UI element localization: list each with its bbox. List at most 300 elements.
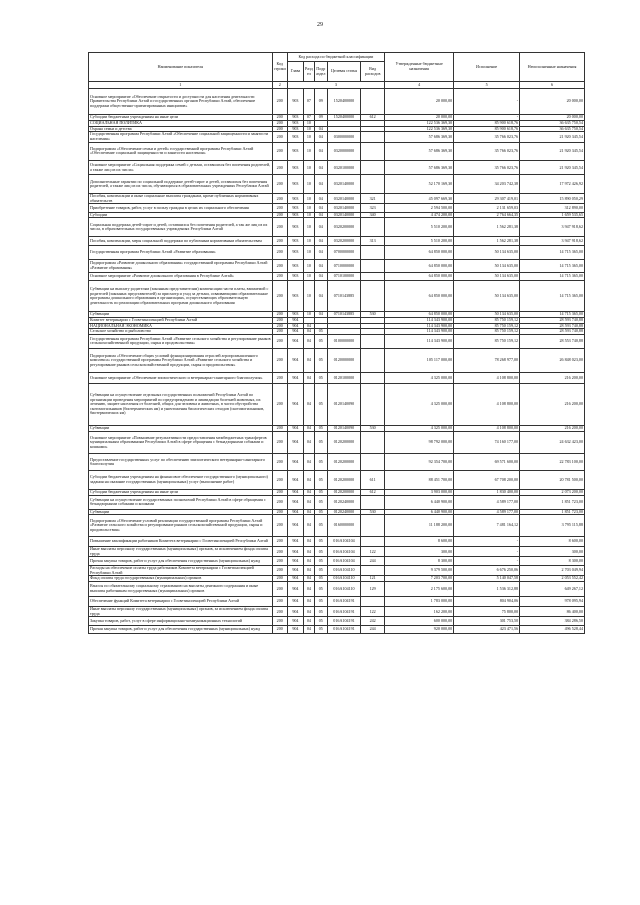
row-podrazdel: 05 bbox=[314, 607, 327, 617]
row-unexecuted: 14 715 365,00 bbox=[520, 281, 585, 312]
row-approved: 52 170 169,30 bbox=[385, 175, 454, 194]
row-vid bbox=[361, 281, 385, 312]
row-approved: 7 203 700,00 bbox=[385, 576, 454, 582]
row-name: СОЦИАЛЬНАЯ ПОЛИТИКА bbox=[89, 120, 273, 126]
row-glava: 903 bbox=[287, 194, 303, 204]
row-vid bbox=[361, 565, 385, 575]
row-unexecuted: 14 715 365,00 bbox=[520, 312, 585, 318]
table-row bbox=[89, 536, 585, 546]
row-vid bbox=[361, 431, 385, 454]
row-code: 200 bbox=[272, 89, 287, 115]
row-name: Субвенции bbox=[89, 509, 273, 515]
table-row bbox=[89, 259, 585, 272]
row-executed: 69 571 600,00 bbox=[454, 454, 520, 471]
row-glava: 904 bbox=[287, 318, 303, 324]
header-num-6: 6 bbox=[520, 82, 585, 89]
table-row bbox=[89, 471, 585, 490]
row-podrazdel: 05 bbox=[314, 349, 327, 373]
row-unexecuted: 36 635 750,54 bbox=[520, 126, 585, 132]
row-name: НАЦИОНАЛЬНАЯ ЭКОНОМИКА bbox=[89, 323, 273, 329]
row-vid bbox=[361, 175, 385, 194]
row-unexecuted: 26 848 023,00 bbox=[520, 349, 585, 373]
table-row bbox=[89, 237, 585, 245]
budget-table bbox=[88, 52, 585, 634]
row-podrazdel: 05 bbox=[314, 536, 327, 546]
row-unexecuted: 312 890,00 bbox=[520, 204, 585, 212]
row-vid bbox=[361, 373, 385, 383]
row-vid: 242 bbox=[361, 617, 385, 625]
row-code: 200 bbox=[272, 581, 287, 596]
row-razdel: 10 bbox=[304, 175, 315, 194]
row-code: 200 bbox=[272, 489, 287, 495]
row-tsel: 0120200000 bbox=[327, 431, 360, 454]
header-num-3: 3 bbox=[287, 82, 384, 89]
row-tsel: 016А104104 bbox=[327, 536, 360, 546]
row-razdel: 04 bbox=[304, 576, 315, 582]
row-approved: 4 325 000,00 bbox=[385, 373, 454, 383]
row-podrazdel: 04 bbox=[314, 237, 327, 245]
row-name: Субвенции bbox=[89, 312, 273, 318]
row-unexecuted: 384 286,50 bbox=[520, 617, 585, 625]
row-razdel: 04 bbox=[304, 495, 315, 509]
row-glava: 904 bbox=[287, 495, 303, 509]
table-row bbox=[89, 142, 585, 161]
row-unexecuted: 1 851 723,00 bbox=[520, 509, 585, 515]
row-executed: 75 800,00 bbox=[454, 607, 520, 617]
row-executed: 50 134 635,00 bbox=[454, 245, 520, 259]
row-tsel: 0100000000 bbox=[327, 334, 360, 348]
table-row bbox=[89, 515, 585, 537]
table-row bbox=[89, 245, 585, 259]
row-glava: 903 bbox=[287, 115, 303, 121]
row-approved: 64 850 000,00 bbox=[385, 259, 454, 272]
row-unexecuted: 21 920 345,54 bbox=[520, 142, 585, 161]
table-row bbox=[89, 383, 585, 425]
row-code: 200 bbox=[272, 204, 287, 212]
row-approved: 4 474 200,00 bbox=[385, 212, 454, 218]
row-approved: 1 783 000,00 bbox=[385, 596, 454, 606]
row-code: 200 bbox=[272, 329, 287, 335]
row-vid: 122 bbox=[361, 547, 385, 557]
row-unexecuted: 21 920 345,54 bbox=[520, 161, 585, 175]
header-glava: Глава bbox=[287, 62, 303, 82]
row-name: Подпрограмма «Обеспечение семьи и детей» государственной программы Республики Алтай «Обеспечение социальной защищенности и занятости населения» bbox=[89, 142, 273, 161]
row-code: 200 bbox=[272, 509, 287, 515]
row-executed: 35 766 023,76 bbox=[454, 142, 520, 161]
row-unexecuted: 14 715 365,00 bbox=[520, 245, 585, 259]
row-executed: 74 160 177,00 bbox=[454, 431, 520, 454]
row-code: 200 bbox=[272, 547, 287, 557]
row-glava: 903 bbox=[287, 126, 303, 132]
row-vid bbox=[361, 89, 385, 115]
row-executed: 1 536 312,88 bbox=[454, 581, 520, 596]
row-vid: 244 bbox=[361, 557, 385, 565]
row-executed: - bbox=[454, 547, 520, 557]
row-executed: 85 900 618,76 bbox=[454, 120, 520, 126]
table-row bbox=[89, 89, 585, 115]
row-tsel: 0320200000 bbox=[327, 237, 360, 245]
row-code: 200 bbox=[272, 625, 287, 633]
row-name: Повышение квалификации работников Комитета ветеринарии с Госветинспекцией Республики Алтай bbox=[89, 536, 273, 546]
row-code: 200 bbox=[272, 259, 287, 272]
row-unexecuted: 8 600,00 bbox=[520, 536, 585, 546]
header-code-line: Код строки bbox=[272, 53, 287, 82]
row-code: 200 bbox=[272, 383, 287, 425]
row-unexecuted: 20 781 500,00 bbox=[520, 471, 585, 490]
row-vid: 340 bbox=[361, 212, 385, 218]
row-glava: 904 bbox=[287, 617, 303, 625]
row-vid: 313 bbox=[361, 237, 385, 245]
row-unexecuted: 3 795 115,88 bbox=[520, 515, 585, 537]
row-code: 200 bbox=[272, 115, 287, 121]
row-unexecuted: 17 972 426,92 bbox=[520, 175, 585, 194]
row-name: Социальная поддержка детей-сирот и детей, оставшихся без попечения родителей, а так же лиц из их числа, в образовательных государственных учреждениях Республики Алтай bbox=[89, 218, 273, 237]
row-name: Дополнительные гарантии по социальной поддержке детей-сирот и детей, оставшихся без попечения родителей, а также лиц из их числа, обучающихся в образовательных учреждениях Республики Алтай bbox=[89, 175, 273, 194]
row-glava: 904 bbox=[287, 373, 303, 383]
row-podrazdel: 05 bbox=[314, 489, 327, 495]
row-code: 200 bbox=[272, 237, 287, 245]
row-unexecuted: 24 632 423,00 bbox=[520, 431, 585, 454]
row-code: 200 bbox=[272, 617, 287, 625]
row-approved: 114 343 900,00 bbox=[385, 334, 454, 348]
row-podrazdel: 05 bbox=[314, 509, 327, 515]
row-approved: 92 354 700,00 bbox=[385, 454, 454, 471]
page-number: 29 bbox=[317, 22, 323, 28]
row-code: 200 bbox=[272, 495, 287, 509]
row-executed: 4 108 800,00 bbox=[454, 426, 520, 432]
row-tsel: 1520400000 bbox=[327, 89, 360, 115]
row-glava: 904 bbox=[287, 576, 303, 582]
row-tsel: 0120200000 bbox=[327, 489, 360, 495]
row-approved: 2 175 600,00 bbox=[385, 581, 454, 596]
row-unexecuted: 2 073 200,00 bbox=[520, 489, 585, 495]
row-unexecuted: 2 053 552,42 bbox=[520, 576, 585, 582]
row-approved: 98 792 000,00 bbox=[385, 431, 454, 454]
row-podrazdel: 04 bbox=[314, 218, 327, 237]
row-podrazdel: 04 bbox=[314, 142, 327, 161]
row-razdel: 04 bbox=[304, 489, 315, 495]
row-razdel: 04 bbox=[304, 329, 315, 335]
row-podrazdel: 05 bbox=[314, 454, 327, 471]
row-name: Иные выплаты персоналу государственных (муниципальных) органов, за исключением фонда оплаты труда bbox=[89, 607, 273, 617]
row-glava: 904 bbox=[287, 323, 303, 329]
row-tsel: 0700000000 bbox=[327, 245, 360, 259]
row-razdel: 04 bbox=[304, 454, 315, 471]
row-tsel: 016А104191 bbox=[327, 607, 360, 617]
row-code: 200 bbox=[272, 565, 287, 575]
row-name: Расходы на обеспечение оплаты труда работников Комитета ветеринарии с Госветинспекцией Республики Алтай bbox=[89, 565, 273, 575]
row-name: Основное мероприятие «Развитие дошкольного образования в Республике Алтай» bbox=[89, 272, 273, 280]
row-name: Основное мероприятие «Социальная поддержка семей с детьми, оставшихся без попечения родителей, а также лиц из их числа» bbox=[89, 161, 273, 175]
row-razdel: 04 bbox=[304, 536, 315, 546]
row-approved: 114 343 900,00 bbox=[385, 318, 454, 324]
row-name: Комитет ветеринарии с Госветинспекцией Республики Алтай bbox=[89, 318, 273, 324]
row-vid bbox=[361, 259, 385, 272]
row-executed: 35 766 023,76 bbox=[454, 132, 520, 142]
row-podrazdel: 05 bbox=[314, 334, 327, 348]
row-glava: 904 bbox=[287, 329, 303, 335]
table-row bbox=[89, 557, 585, 565]
row-executed: 1 830 400,00 bbox=[454, 489, 520, 495]
row-razdel: 04 bbox=[304, 607, 315, 617]
row-tsel: 0160000000 bbox=[327, 515, 360, 537]
row-razdel: 04 bbox=[304, 625, 315, 633]
row-glava: 904 bbox=[287, 625, 303, 633]
row-tsel: 0120200000 bbox=[327, 471, 360, 490]
row-name: Подпрограмма «Развитие дошкольного образования» государственной программы Республики Алтай «Развитие образования» bbox=[89, 259, 273, 272]
row-name: Прочая закупка товаров, работ и услуг для обеспечения государственных (муниципальных) нужд bbox=[89, 625, 273, 633]
row-vid bbox=[361, 272, 385, 280]
row-tsel: 0120140090 bbox=[327, 383, 360, 425]
row-glava: 903 bbox=[287, 120, 303, 126]
row-tsel: 016А104110 bbox=[327, 565, 360, 575]
row-unexecuted: 28 553 740,88 bbox=[520, 334, 585, 348]
row-approved: 114 343 900,00 bbox=[385, 323, 454, 329]
row-code: 200 bbox=[272, 126, 287, 132]
row-executed: 804 904,06 bbox=[454, 596, 520, 606]
row-code: 200 bbox=[272, 132, 287, 142]
row-approved: 57 686 369,30 bbox=[385, 132, 454, 142]
header-razdel: Раздел bbox=[304, 62, 315, 82]
row-approved: 3 903 000,00 bbox=[385, 489, 454, 495]
row-executed: - bbox=[454, 115, 520, 121]
row-razdel: 04 bbox=[304, 557, 315, 565]
row-executed: 35 766 023,76 bbox=[454, 161, 520, 175]
row-executed: 50 134 635,00 bbox=[454, 312, 520, 318]
table-row bbox=[89, 547, 585, 557]
row-vid bbox=[361, 349, 385, 373]
row-vid: 321 bbox=[361, 194, 385, 204]
row-razdel: 10 bbox=[304, 142, 315, 161]
row-razdel: 04 bbox=[304, 431, 315, 454]
row-glava: 903 bbox=[287, 212, 303, 218]
header-num-2: 2 bbox=[272, 82, 287, 89]
row-razdel: 10 bbox=[304, 194, 315, 204]
row-code: 200 bbox=[272, 426, 287, 432]
row-glava: 904 bbox=[287, 509, 303, 515]
row-razdel: 10 bbox=[304, 204, 315, 212]
row-glava: 904 bbox=[287, 607, 303, 617]
row-executed: - bbox=[454, 89, 520, 115]
row-unexecuted: 15 890 050,29 bbox=[520, 194, 585, 204]
row-vid: 323 bbox=[361, 204, 385, 212]
row-name: Подпрограмма «Обеспечение условий реализации государственной программы Республики Алтай «Развитие сельского хозяйства и регулирование рынков сельскохозяйственной продукции, сырья и продовольствия» bbox=[89, 515, 273, 537]
row-glava: 903 bbox=[287, 312, 303, 318]
header-executed: Исполнение bbox=[454, 53, 520, 82]
row-tsel: 016А104110 bbox=[327, 581, 360, 596]
header-vid: Вид расходов bbox=[361, 62, 385, 82]
row-code: 200 bbox=[272, 194, 287, 204]
row-executed: 67 708 200,00 bbox=[454, 471, 520, 490]
row-razdel: 04 bbox=[304, 373, 315, 383]
row-approved: 105 117 000,00 bbox=[385, 349, 454, 373]
row-tsel: 016А104110 bbox=[327, 576, 360, 582]
row-executed: 1 562 281,38 bbox=[454, 218, 520, 237]
table-row bbox=[89, 495, 585, 509]
header-unexecuted: Неисполненные назначения bbox=[520, 53, 585, 82]
row-unexecuted: 20 000,00 bbox=[520, 115, 585, 121]
row-glava: 903 bbox=[287, 259, 303, 272]
row-glava: 904 bbox=[287, 581, 303, 596]
header-podrazdel: Подраздел bbox=[314, 62, 327, 82]
row-podrazdel: 04 bbox=[314, 272, 327, 280]
row-name: Охрана семьи и детства bbox=[89, 126, 273, 132]
row-razdel: 10 bbox=[304, 212, 315, 218]
row-vid: 530 bbox=[361, 509, 385, 515]
row-vid: 611 bbox=[361, 471, 385, 490]
row-tsel: 0320140000 bbox=[327, 175, 360, 194]
row-unexecuted: 649 267,12 bbox=[520, 581, 585, 596]
row-code: 200 bbox=[272, 120, 287, 126]
table-row bbox=[89, 194, 585, 204]
table-body bbox=[89, 89, 585, 634]
row-approved: 64 850 000,00 bbox=[385, 281, 454, 312]
row-vid bbox=[361, 161, 385, 175]
row-executed: 2 131 659,03 bbox=[454, 204, 520, 212]
row-razdel: 10 bbox=[304, 312, 315, 318]
row-executed: 1 562 281,38 bbox=[454, 237, 520, 245]
row-unexecuted: 21 920 345,54 bbox=[520, 132, 585, 142]
row-code: 200 bbox=[272, 557, 287, 565]
row-tsel: 016А104104 bbox=[327, 547, 360, 557]
row-tsel: 0320140000 bbox=[327, 204, 360, 212]
row-unexecuted: 496 528,44 bbox=[520, 625, 585, 633]
row-unexecuted: 216 200,00 bbox=[520, 373, 585, 383]
row-executed: 2 764 664,35 bbox=[454, 212, 520, 218]
row-podrazdel: 04 bbox=[314, 259, 327, 272]
table-row bbox=[89, 349, 585, 373]
row-razdel: 04 bbox=[304, 383, 315, 425]
row-razdel: 04 bbox=[304, 349, 315, 373]
row-podrazdel: 04 bbox=[314, 312, 327, 318]
row-unexecuted: 22 783 100,00 bbox=[520, 454, 585, 471]
row-approved: 162 200,00 bbox=[385, 607, 454, 617]
row-glava: 904 bbox=[287, 515, 303, 537]
row-glava: 903 bbox=[287, 281, 303, 312]
row-unexecuted: 28 593 740,88 bbox=[520, 329, 585, 335]
row-podrazdel: 04 bbox=[314, 281, 327, 312]
table-row bbox=[89, 489, 585, 495]
row-vid: 612 bbox=[361, 489, 385, 495]
row-executed: 6 676 250,06 bbox=[454, 565, 520, 575]
row-approved: 6 440 900,00 bbox=[385, 509, 454, 515]
row-name: Государственная программа Республики Алтай «Обеспечение социальной защищенности и занятости населения» bbox=[89, 132, 273, 142]
table-row bbox=[89, 161, 585, 175]
row-podrazdel: 05 bbox=[314, 565, 327, 575]
row-approved: 4 325 000,00 bbox=[385, 426, 454, 432]
row-approved: 6 440 900,00 bbox=[385, 495, 454, 509]
row-podrazdel: 05 bbox=[314, 625, 327, 633]
row-vid bbox=[361, 596, 385, 606]
row-approved: 920 000,00 bbox=[385, 625, 454, 633]
row-code: 200 bbox=[272, 312, 287, 318]
row-name: Иные выплаты персоналу государственных (муниципальных) органов, за исключением фонда оплаты труда bbox=[89, 547, 273, 557]
row-unexecuted: 2 703 049,94 bbox=[520, 565, 585, 575]
row-code: 200 bbox=[272, 536, 287, 546]
row-unexecuted: 8 300,00 bbox=[520, 557, 585, 565]
row-podrazdel: 05 bbox=[314, 515, 327, 537]
row-glava: 903 bbox=[287, 272, 303, 280]
row-razdel: 04 bbox=[304, 471, 315, 490]
row-approved: 88 451 700,00 bbox=[385, 471, 454, 490]
table-row bbox=[89, 576, 585, 582]
row-tsel: 0120000000 bbox=[327, 349, 360, 373]
row-glava: 903 bbox=[287, 161, 303, 175]
row-glava: 903 bbox=[287, 237, 303, 245]
row-glava: 903 bbox=[287, 89, 303, 115]
row-code: 200 bbox=[272, 272, 287, 280]
row-tsel: 0710000000 bbox=[327, 259, 360, 272]
row-podrazdel: 04 bbox=[314, 161, 327, 175]
row-razdel: 10 bbox=[304, 259, 315, 272]
row-tsel: 0300000000 bbox=[327, 132, 360, 142]
row-approved: 57 686 369,30 bbox=[385, 161, 454, 175]
row-code: 200 bbox=[272, 142, 287, 161]
table-row bbox=[89, 625, 585, 633]
row-unexecuted: 86 400,00 bbox=[520, 607, 585, 617]
row-approved: 2 594 500,00 bbox=[385, 204, 454, 212]
row-podrazdel: 04 bbox=[314, 204, 327, 212]
row-razdel: 10 bbox=[304, 126, 315, 132]
row-tsel: 0320100000 bbox=[327, 161, 360, 175]
row-code: 200 bbox=[272, 212, 287, 218]
row-name: Закупка товаров, работ, услуг в сфере информационно-коммуникационных технологий bbox=[89, 617, 273, 625]
row-unexecuted: 1 851 723,00 bbox=[520, 495, 585, 509]
row-vid bbox=[361, 515, 385, 537]
row-name: Пособия, компенсации, меры социальной поддержки по публичным нормативным обязательствам bbox=[89, 237, 273, 245]
row-code: 200 bbox=[272, 245, 287, 259]
row-razdel: 10 bbox=[304, 237, 315, 245]
row-executed: 301 753,50 bbox=[454, 617, 520, 625]
row-razdel: 10 bbox=[304, 120, 315, 126]
row-unexecuted: 36 635 750,54 bbox=[520, 120, 585, 126]
header-num-5: 5 bbox=[454, 82, 520, 89]
row-podrazdel: 04 bbox=[314, 132, 327, 142]
table-row bbox=[89, 373, 585, 383]
row-name: Субсидии бюджетным учреждениям на иные цели bbox=[89, 115, 273, 121]
row-unexecuted: 216 200,00 bbox=[520, 383, 585, 425]
row-code: 200 bbox=[272, 323, 287, 329]
row-name: Субвенции на осуществление отдельных государственных полномочий Республики Алтай по организации проведения мероприятий по предупреждению и ликвидации болезней животных, их лечению, защите населения от болезней, общих для человека и животных, в части обустройства скотомогильников (биотермических ям) и уничтожения биологических отходов (скотомогильников, биотермических ям) bbox=[89, 383, 273, 425]
header-code-group: Код расхода по бюджетной классификации bbox=[287, 53, 384, 62]
row-glava: 904 bbox=[287, 383, 303, 425]
row-name: Подпрограмма «Обеспечение общих условий функционирования отраслей агропромышленного комплекса» государственной программы Республики Алтай «Развитие сельского хозяйства и регулирование рынков сельскохозяйственной продукции, сырья и продовольствия» bbox=[89, 349, 273, 373]
row-razdel: 04 bbox=[304, 581, 315, 596]
row-tsel: 0120240000 bbox=[327, 495, 360, 509]
row-vid: 121 bbox=[361, 576, 385, 582]
row-razdel: 10 bbox=[304, 218, 315, 237]
row-tsel: 1520400000 bbox=[327, 115, 360, 121]
row-executed: 50 134 635,00 bbox=[454, 272, 520, 280]
row-approved: 5 510 200,00 bbox=[385, 237, 454, 245]
row-executed: 4 108 800,00 bbox=[454, 383, 520, 425]
row-glava: 904 bbox=[287, 565, 303, 575]
row-tsel: 0710143885 bbox=[327, 312, 360, 318]
table-row bbox=[89, 334, 585, 348]
row-name: Субвенции на выплату родителям (законным представителям) компенсации части платы, взимаемой с родителей (законных представителей) за присмотр и уход за детьми, осваивающими образовательные программы дошкольного образования в организациях, осуществляющих образовательную деятельность по реализации образовательных программ дошкольного образования bbox=[89, 281, 273, 312]
row-executed: 34 203 742,38 bbox=[454, 175, 520, 194]
row-name: Прочая закупка товаров, работ и услуг для обеспечения государственных (муниципальных) нужд bbox=[89, 557, 273, 565]
row-razdel: 07 bbox=[304, 89, 315, 115]
row-vid bbox=[361, 536, 385, 546]
row-executed: 5 140 047,58 bbox=[454, 576, 520, 582]
row-vid: 612 bbox=[361, 115, 385, 121]
row-glava: 903 bbox=[287, 142, 303, 161]
row-razdel: 10 bbox=[304, 132, 315, 142]
row-executed: 50 134 635,00 bbox=[454, 259, 520, 272]
row-podrazdel: 05 bbox=[314, 373, 327, 383]
row-approved: 300,00 bbox=[385, 547, 454, 557]
